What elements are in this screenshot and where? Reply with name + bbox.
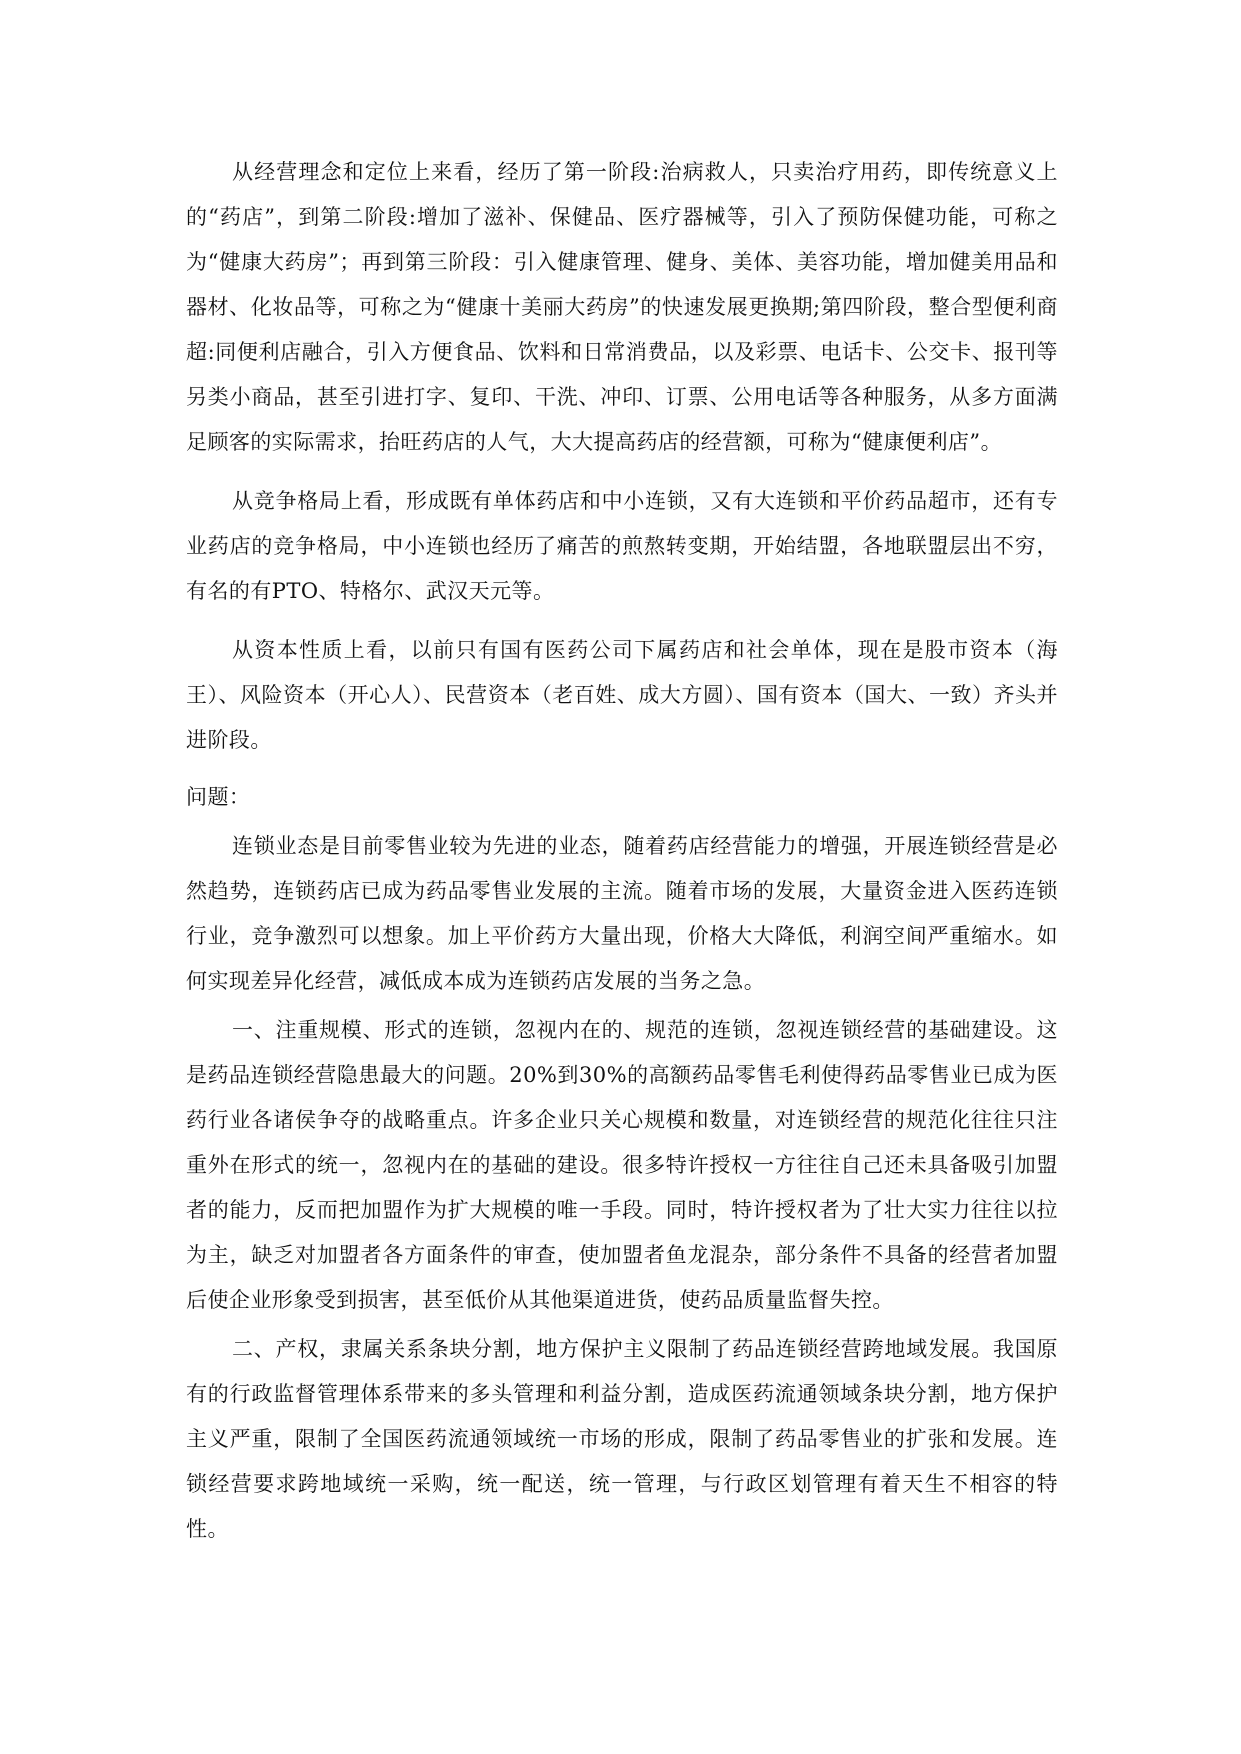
- paragraph-problem-two: 二、产权，隶属关系条块分割，地方保护主义限制了药品连锁经营跨地域发展。我国原有的行政监督管理体系带来的多头管理和利益分割，造成医药流通领域条块分割，地方保护主义严重，限制了全国医药流通领域统一市场的形成，限制了药品零售业的扩张和发展。连锁经营要求跨地域统一采购，统一配送，统一管理，与行政区划管理有着天生不相容的特性。: [186, 1337, 1058, 1541]
- document-body: [186, 150, 1058, 1552]
- paragraph-business-philosophy: 从经营理念和定位上来看，经历了第一阶段:治病救人，只卖治疗用药，即传统意义上的“药店”，到第二阶段:增加了滋补、保健品、医疗器械等，引入了预防保健功能，可称之为“健康大药房”；再到第三阶段：引入健康管理、健身、美体、美容功能，增加健美用品和器材、化妆品等，可称之为“健康十美丽大药房”的快速发展更换期;第四阶段，整合型便利商超:同便利店融合，引入方便食品、饮料和日常消费品，以及彩票、电话卡、公交卡、报刊等另类小商品，甚至引进打字、复印、干洗、冲印、订票、公用电话等各种服务，从多方面满足顾客的实际需求，抬旺药店的人气，大大提高药店的经营额，可称为“健康便利店”。: [186, 160, 1058, 454]
- paragraph-chain-intro: 连锁业态是目前零售业较为先进的业态，随着药店经营能力的增强，开展连锁经营是必然趋势，连锁药店已成为药品零售业发展的主流。随着市场的发展，大量资金进入医药连锁行业，竞争激烈可以想象。加上平价药方大量出现，价格大大降低，利润空间严重缩水。如何实现差异化经营，减低成本成为连锁药店发展的当务之急。: [186, 834, 1058, 993]
- paragraph-competition-pattern: 从竞争格局上看，形成既有单体药店和中小连锁，又有大连锁和平价药品超市，还有专业药店的竞争格局，中小连锁也经历了痛苦的煎熬转变期，开始结盟，各地联盟层出不穷，有名的有PTO、特格尔、武汉天元等。: [186, 489, 1058, 603]
- paragraph-capital-nature: 从资本性质上看，以前只有国有医药公司下属药店和社会单体，现在是股市资本（海王）、风险资本（开心人）、民营资本（老百姓、成大方圆）、国有资本（国大、一致）齐头并进阶段。: [186, 638, 1058, 752]
- paragraph-problem-one: 一、注重规模、形式的连锁，忽视内在的、规范的连锁，忽视连锁经营的基础建设。这是药品连锁经营隐患最大的问题。20%到30%的高额药品零售毛利使得药品零售业已成为医药行业各诸侯争夺的战略重点。许多企业只关心规模和数量，对连锁经营的规范化往往只注重外在形式的统一，忽视内在的基础的建设。很多特许授权一方往往自己还未具备吸引加盟者的能力，反而把加盟作为扩大规模的唯一手段。同时，特许授权者为了壮大实力往往以拉为主，缺乏对加盟者各方面条件的审查，使加盟者鱼龙混杂，部分条件不具备的经营者加盟后使企业形象受到损害，甚至低价从其他渠道进货，使药品质量监督失控。: [186, 1018, 1058, 1312]
- section-label-problems: 问题：: [186, 785, 251, 809]
